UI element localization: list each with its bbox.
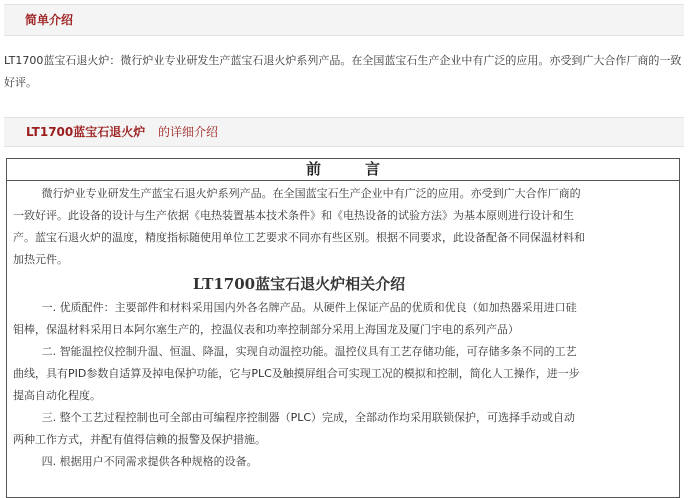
point-paragraph: 三. 整个工艺过程控制也可全部由可编程序控制器（PLC）完成，全部动作均采用联锁保护，可选择手动或自动两种工作方式，并配有值得信赖的报警及保护措施。 (13, 411, 576, 446)
point-paragraph: 一. 优质配件：主要部件和材料采用国内外各名牌产品。从硬件上保证产品的优质和优良（如加热器采用进口硅钼棒，保温材料采用日本阿尔塞生产的，控温仪表和功率控制部分采用上海国龙及厦门宇电的系列产品） (13, 301, 577, 336)
preface-paragraph: 微行炉业专业研发生产蓝宝石退火炉系列产品。在全国蓝宝石生产企业中有广泛的应用。亦受到广大合作厂商的一致好评。此设备的设计与生产依据《电热装置基本技术条件》和《电热设备的试验方法》为基本原则进行设计和生产。蓝宝石退火炉的温度，精度指标随使用单位工艺要求不同亦有些区别。根据不同要求，此设备配备不同保温材料和加热元件。 (13, 187, 585, 266)
detail-heading-suffix: 的详细介绍 (158, 125, 219, 139)
intro-heading: 简单介绍 (25, 13, 74, 27)
point-paragraph: 四. 根据用户不同需求提供各种规格的设备。 (41, 455, 258, 468)
document-body (13, 183, 585, 473)
intro-heading-bar (4, 4, 684, 36)
document-title: 前言 (305, 160, 424, 178)
intro-text: LT1700蓝宝石退火炉：微行炉业专业研发生产蓝宝石退火炉系列产品。在全国蓝宝石生产企业中有广泛的应用。亦受到广大合作厂商的一致好评。 (4, 54, 682, 89)
document-title-row (7, 159, 679, 181)
point-paragraph: 二. 智能温控仪控制升温、恒温、降温，实现自动温控功能。温控仪具有工艺存储功能，可存储多条不同的工艺曲线，具有PID参数自适算及掉电保护功能，它与PLC及触摸屏组合可实现工况的模拟和控制，简化人工操作，进一步提高自动化程度。 (13, 345, 580, 402)
detail-heading-product: LT1700蓝宝石退火炉 (26, 125, 146, 139)
detail-heading-bar (4, 117, 684, 147)
detail-document-frame (6, 158, 680, 498)
document-subtitle: LT1700蓝宝石退火炉相关介绍 (192, 275, 406, 293)
